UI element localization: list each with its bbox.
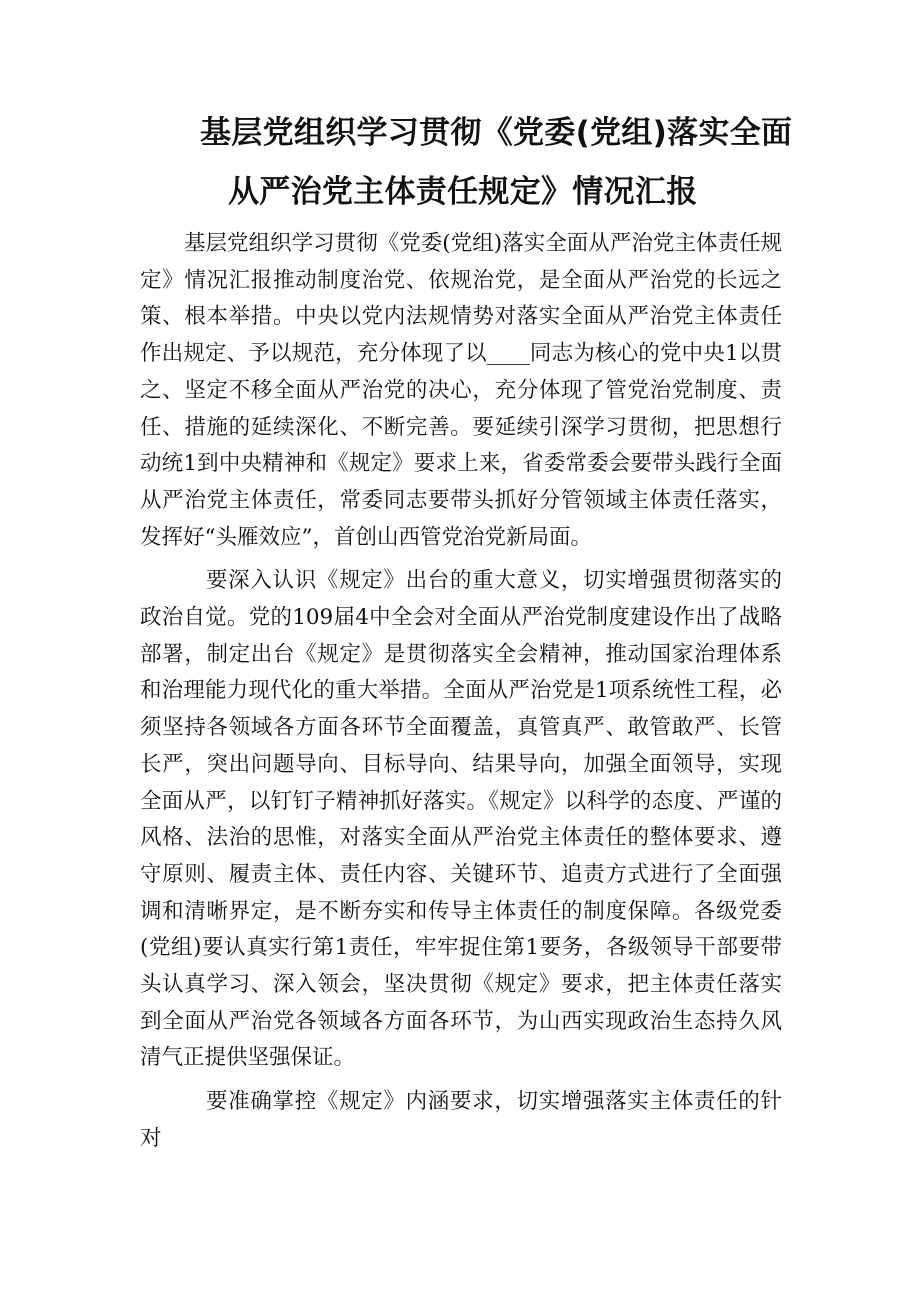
- document-body: [140, 226, 782, 1165]
- paragraph-2: 要深入认识《规定》出台的重大意义，切实增强贯彻落实的政治自觉。党的109届4中全会对全面从严治党制度建设作出了战略部署，制定出台《规定》是贯彻落实全会精神，推动国家治理体系和治理能力现代化的重大举措。全面从严治党是1项系统性工程，必须坚持各领域各方面各环节全面覆盖，真管真严、敢管敢严、长管长严，突出问题导向、目标导向、结果导向，加强全面领导，实现全面从严，以钉钉子精神抓好落实。《规定》以科学的态度、严谨的风格、法治的思惟，对落实全面从严治党主体责任的整体要求、遵守原则、履责主体、责任内容、关键环节、追责方式进行了全面强调和清晰界定，是不断夯实和传导主体责任的制度保障。各级党委(党组)要认真实行第1责任，牢牢捉住第1要务，各级领导干部要带头认真学习、深入领会，坚决贯彻《规定》要求，把主体责任落实到全面从严治党各领域各方面各环节，为山西实现政治生态持久风清气正提供坚强保证。: [140, 568, 782, 1071]
- title-line-1: 基层党组织学习贯彻《党委(党组)落实全面: [200, 115, 793, 151]
- paragraph-1: 基层党组织学习贯彻《党委(党组)落实全面从严治党主体责任规定》情况汇报推动制度治党、依规治党，是全面从严治党的长远之策、根本举措。中央以党内法规情势对落实全面从严治党主体责任作出规定、予以规范，充分体现了以____同志为核心的党中央1以贯之、坚定不移全面从严治党的决心，充分体现了管党治党制度、责任、措施的延续深化、不断完善。要延续引深学习贯彻，把思想行动统1到中央精神和《规定》要求上来，省委常委会要带头践行全面从严治党主体责任，常委同志要带头抓好分管领域主体责任落实，发挥好“头雁效应”，首创山西管党治党新局面。: [140, 231, 782, 550]
- paragraph-3: 要准确掌控《规定》内涵要求，切实增强落实主体责任的针对: [140, 1089, 782, 1151]
- document-title: [140, 104, 793, 222]
- title-line-2: 从严治党主体责任规定》情况汇报: [228, 174, 698, 210]
